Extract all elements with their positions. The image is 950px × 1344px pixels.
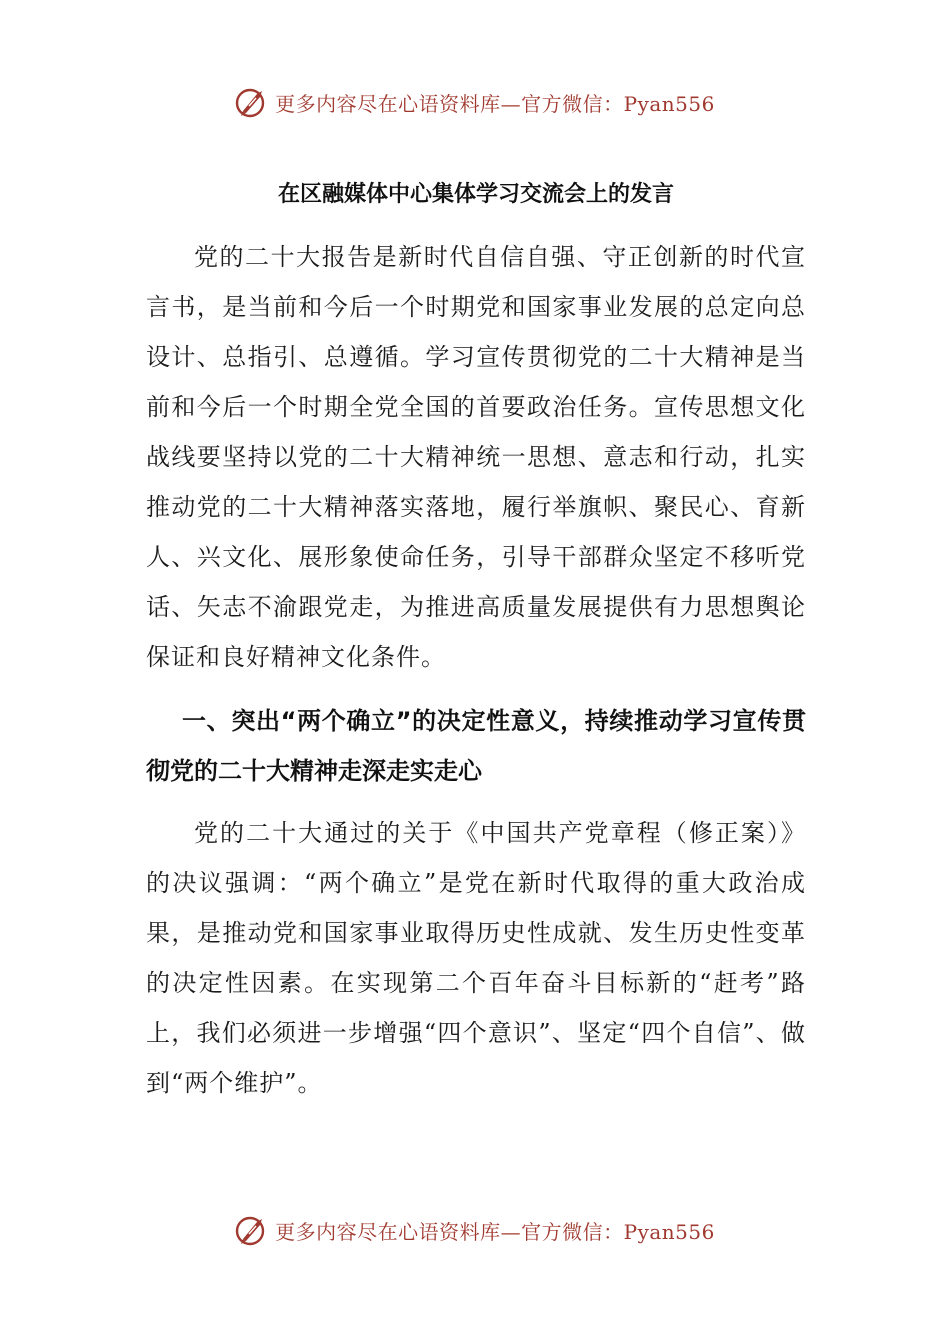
section-heading: 一、突出“两个确立”的决定性意义，持续推动学习宣传贯彻党的二十大精神走深走实走心 <box>146 707 806 785</box>
body-paragraph: 党的二十大报告是新时代自信自强、守正创新的时代宣言书，是当前和今后一个时期党和国家事业发展的总定向总设计、总指引、总遵循。学习宣传贯彻党的二十大精神是当前和今后一个时期全党全国的首要政治任务。宣传思想文化战线要坚持以党的二十大精神统一思想、意志和行动，扎实推动党的二十大精神落实落地，履行举旗帜、聚民心、育新人、兴文化、展形象使命任务，引导干部群众坚定不移听党话、矢志不渝跟党走，为推进高质量发展提供有力思想舆论保证和良好精神文化条件。 <box>146 243 806 671</box>
footer-banner <box>0 1210 950 1250</box>
banner-text: 更多内容尽在心语资料库—官方微信：Pyan556 <box>275 91 715 116</box>
banner-text: 更多内容尽在心语资料库—官方微信：Pyan556 <box>275 1219 715 1244</box>
document-title: 在区融媒体中心集体学习交流会上的发言 <box>277 182 674 207</box>
document-body <box>146 166 806 1108</box>
pen-nib-logo-icon <box>235 85 269 119</box>
pen-nib-logo-icon <box>235 1213 269 1247</box>
header-banner <box>0 82 950 122</box>
section-paragraph: 党的二十大通过的关于《中国共产党章程（修正案）》的决议强调：“两个确立”是党在新时代取得的重大政治成果，是推动党和国家事业取得历史性成就、发生历史性变革的决定性因素。在实现第二个百年奋斗目标新的“赶考”路上，我们必须进一步增强“四个意识”、坚定“四个自信”、做到“两个维护”。 <box>146 819 806 1097</box>
